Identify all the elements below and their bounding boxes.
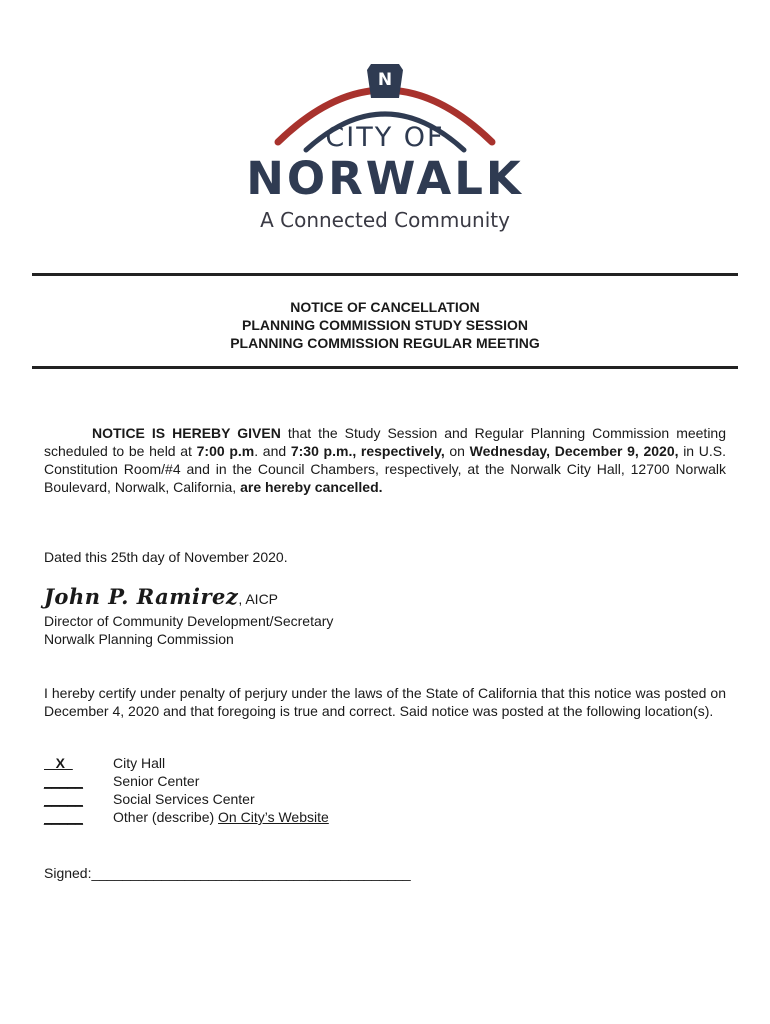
logo-tagline: A Connected Community: [260, 208, 510, 232]
study-session-time: 7:00 p.m: [196, 443, 255, 459]
signature-line: [44, 584, 726, 609]
list-item: [44, 808, 329, 826]
location-mark: X: [44, 755, 73, 771]
notice-lead: NOTICE IS HEREBY GIVEN: [92, 425, 281, 441]
signature-suffix: , AICP: [238, 591, 279, 607]
location-label: Social Services Center: [113, 791, 255, 807]
location-mark: _____: [44, 791, 83, 807]
signature-name: John P. Ramirez: [44, 584, 239, 609]
logo-city-of: CITY OF: [325, 122, 445, 153]
bottom-divider: [32, 366, 738, 369]
posting-locations-list: [44, 754, 329, 826]
signatory-organization: Norwalk Planning Commission: [44, 631, 234, 647]
signatory-title: Director of Community Development/Secretary: [44, 613, 334, 629]
cancellation-statement: are hereby cancelled.: [240, 479, 383, 495]
location-mark: _____: [44, 809, 83, 825]
location-mark: _____: [44, 773, 83, 789]
signed-line: Signed:_________________________________________: [44, 865, 411, 881]
certification-paragraph: I hereby certify under penalty of perjury under the laws of the State of California that this notice was posted on December 4, 2020 and that foregoing is true and correct. Said notice was posted at the following location(s).: [44, 685, 726, 719]
location-label: Other (describe) On City’s Website: [113, 809, 329, 825]
heading-line-2: PLANNING COMMISSION STUDY SESSION: [242, 317, 528, 333]
location-label: City Hall: [113, 755, 166, 771]
notice-heading: [32, 298, 738, 352]
city-of-norwalk-logo: [240, 56, 530, 246]
heading-line-3: PLANNING COMMISSION REGULAR MEETING: [230, 335, 540, 351]
website-location: On City’s Website: [218, 809, 329, 825]
list-item: [44, 754, 329, 772]
top-divider: [32, 273, 738, 276]
notice-paragraph: NOTICE IS HEREBY GIVEN that the Study Session and Regular Planning Commission meeting scheduled to be held at 7:00 p.m. and 7:30 p.m., respectively, on Wednesday, December 9, 2020, in U.S. Constitution Room/#4 and in the Council Chambers, respectively, at the Norwalk City Hall, 12700 Norwalk Boulevard, Norwalk, California, are hereby cancelled.: [44, 425, 727, 495]
list-item: [44, 790, 329, 808]
regular-meeting-time: 7:30 p.m., respectively,: [290, 443, 445, 459]
logo-city-name: NORWALK: [246, 152, 524, 205]
location-label: Senior Center: [113, 773, 200, 789]
dated-line: Dated this 25th day of November 2020.: [44, 549, 288, 565]
badge-letter: N: [377, 70, 393, 90]
signatory-details: [44, 612, 726, 648]
heading-line-1: NOTICE OF CANCELLATION: [290, 299, 480, 315]
list-item: [44, 772, 329, 790]
meeting-date: Wednesday, December 9, 2020,: [469, 443, 679, 459]
